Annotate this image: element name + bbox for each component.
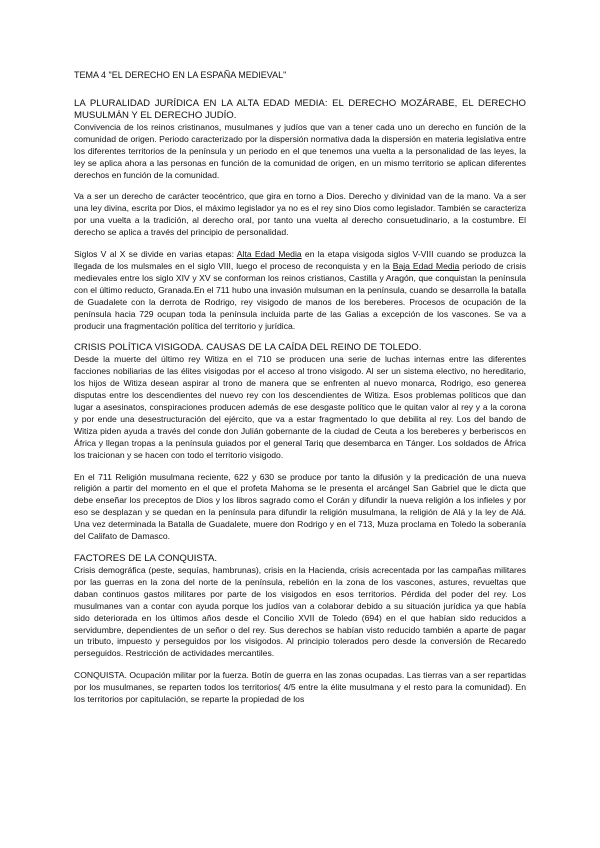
paragraph: Desde la muerte del último rey Witiza en el 710 se producen una serie de luchas internas entre las diferentes facciones nobiliarias de las élites visigodas por el acceso al trono visigodo. Al ser un sistema electivo, no hereditario, los hijos de Witiza desean aspirar al trono de manera que se enfrenten al nuevo monarca, Rodrigo, eso generea disputas entre los descendientes del nuevo rey con los descendientes de Witiza. Esos problemas políticos que dan lugar a asesinatos, conspiraciones producen además de ese desgaste político que le quitan valor al rey y a la corona y por ende una desestructuración del ejército, que va a estar fragmentado lo que debilita al rey. Los del bando de Witiza piden ayuda a través del conde don Julián gobernante de la ciudad de Ceuta a los bereberes y berberiscos en África y llegan tropas a la península guiados por el general Tariq que desembarca en Tánger. Los soldados de África los traicionan y se hacen con todo el territorio visigodo. xyxy=(74,354,526,460)
document-title: TEMA 4 "EL DERECHO EN LA ESPAÑA MEDIEVAL" xyxy=(74,70,287,80)
document-body xyxy=(74,70,526,706)
paragraph-conquista: CONQUISTA. Ocupación militar por la fuerza. Botín de guerra en las zonas ocupadas. Las tierras van a ser repartidas por los musulmanes, se reparten todos los territorios( 4/5 entre la élite musulmana y el resto para la comunidad). En los territorios por capitulación, se reparte la propiedad de los xyxy=(74,670,526,705)
section-heading-factores: FACTORES DE LA CONQUISTA. xyxy=(74,553,218,564)
paragraph: Va a ser un derecho de carácter teocéntrico, que gira en torno a Dios. Derecho y divinidad van de la mano. Va a ser una ley divina, escrita por Dios, el máximo legislador ya no es el rey sino Dios como legislador. También se caracteriza por una vuelta a la tradición, al derecho oral, por tanto una vuelta al derecho consuetudinario, a la costumbre. El derecho se aplica a través del principio de personalidad. xyxy=(74,191,526,238)
paragraph: En el 711 Religión musulmana reciente, 622 y 630 se produce por tanto la difusión y la predicación de una nueva religión a partir del momento en el que el profeta Mahoma se le presenta el arcángel San Gabriel que le dicta que debe enseñar los preceptos de Dios y los libros sagrado como el Corán y difundir la nueva religión a los infieles y por eso se desplazan y se quedan en la península para difundir la religión musulmana, la religión de Alá y la ley de Alá. Una vez determinada la Batalla de Guadalete, muere don Rodrigo y en el 713, Muza proclama en Toledo la soberanía del Califato de Damasco. xyxy=(74,471,526,542)
paragraph-etapas xyxy=(74,249,526,332)
section-heading-crisis: CRISIS POLÍTICA VISIGODA. CAUSAS DE LA CAÍDA DEL REINO DE TOLEDO. xyxy=(74,342,422,354)
link-baja-edad-media[interactable]: Baja Edad Media xyxy=(392,260,460,271)
link-alta-edad-media[interactable]: Alta Edad Media xyxy=(236,249,302,260)
text-span: periodo de crisis medievales entre los siglo XIV y XV se conforman los reinos cristianos, Castilla y Aragón, que conquistan la península con el último reducto, Granada.En el 711 hubo una invasión mulsuman en la península, cuando se desarrolla la batalla de Guadalete con la derrota de Rodrigo, rey visigodo de manos de los bereberes. Procesos de ocupación de la península hacia 729 ocupan toda la península incluida parte de las Galias a excepción de los vascones. Se va a producir una fragmentación política del territorio y jurídica. xyxy=(74,260,527,331)
section-heading-pluralidad: LA PLURALIDAD JURÍDICA EN LA ALTA EDAD MEDIA: EL DERECHO MOZÁRABE, EL DERECHO MUSULMÁN Y EL DERECHO JUDÍO. xyxy=(74,97,526,121)
text-span: en la etapa visigoda siglos V-VIII cuando se produzca la llegada de los mulsmales en el siglo VIII, luego el proceso de reconquista y en la xyxy=(74,249,526,271)
paragraph: Crisis demográfica (peste, sequías, hambrunas), crisis en la Hacienda, crisis acrecentada por las campañas militares por las guerras en la zona del norte de la península, rebelión en la zona de los vascones, astures, revueltas que daban continuos gastos militares por parte de los visigodos en esos territorios. Pérdida del poder del rey. Los musulmanes van a contar con ayuda porque los judíos van a colaborar debido a su situación jurídica ya que había sido deteriorada en los últimos años desde el Concilio XVII de Toledo (694) en el que habían sido reducidos a servidumbre, dependientes de un señor o del rey. Sus derechos se habían visto reducido también a aparte de pagar un tributo, impuesto y perseguidos por los visigodos. Al principio tolerados pero desde la conversión de Recaredo perseguidos. Restricción de actividades mercantiles. xyxy=(74,565,526,659)
paragraph: Convivencia de los reinos cristinanos, musulmanes y judíos que van a tener cada uno un derecho en función de la comunidad de origen. Periodo caracterizado por la dispersión normativa dada la dispersión en materia legislativa entre los diferentes territorios de la península y un periodo en el que tenemos una vuelta a la personalidad de las leyes, la ley se aplica ahora a las personas en función de la comunidad de origen, en un mismo territorio se aplican diferentes derechos en función de la comunidad. xyxy=(74,121,526,180)
text-span: Siglos V al X se divide en varias etapas: xyxy=(74,249,237,260)
